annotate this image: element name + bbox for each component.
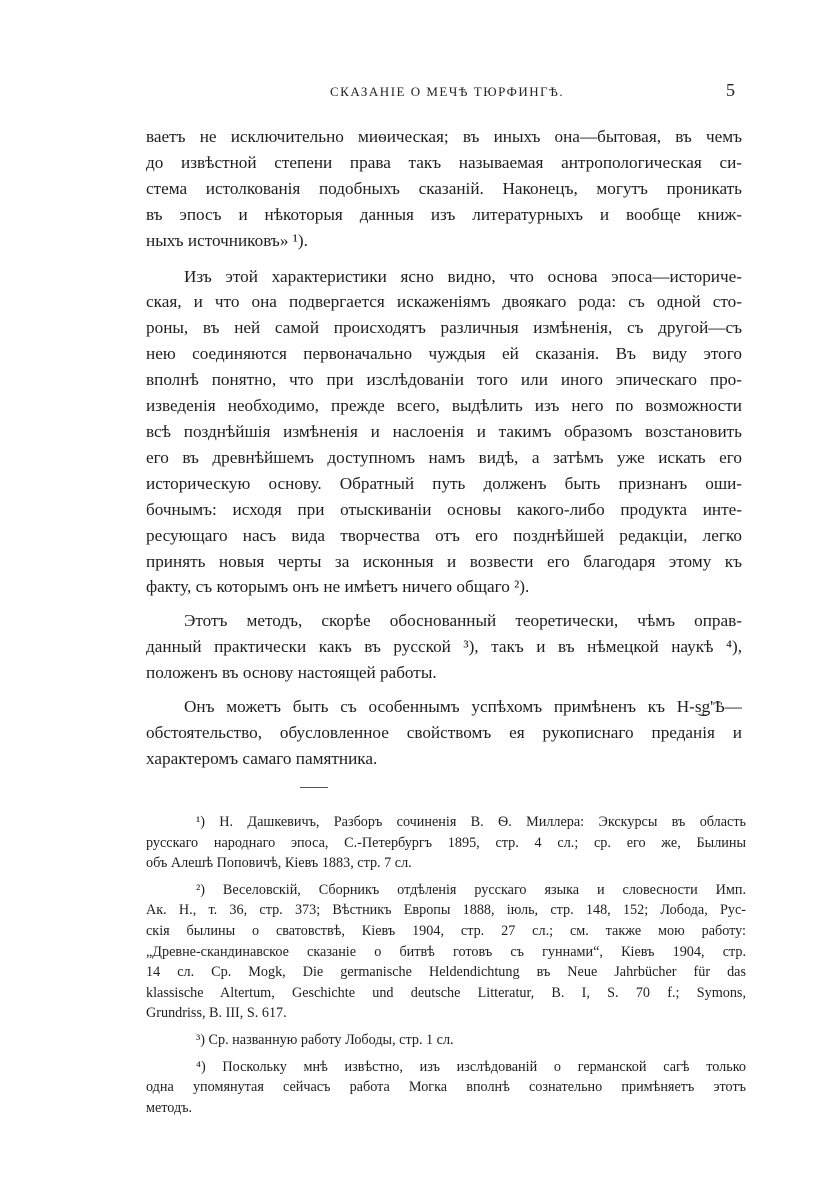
paragraph [146,264,742,601]
text-line: до извѣстной степени права такъ называемая антропологическая си- [146,152,742,172]
text-line: всѣ позднѣйшiя измѣненiя и наслоенiя и такимъ образомъ возстановить [146,421,742,441]
footnote-line: Ак. Н., т. 36, стр. 373; Вѣстникъ Европы 1888, iюль, стр. 148, 152; Лобода, Рус- [146,902,746,919]
body-text [146,124,742,780]
footnote-3 [146,1030,746,1051]
footnote-1 [146,812,746,874]
footnote-line: объ Алешѣ Поповичѣ, Кiевъ 1883, стр. 7 сл. [146,855,412,872]
text-line: его въ древнѣйшемъ доступномъ намъ видѣ, а затѣмъ уже искать его [146,447,742,467]
text-line: данный практически какъ въ русской ³), такъ и въ нѣмецкой наукѣ ⁴), [146,637,742,657]
footnote-line: русскаго народнаго эпоса, С.-Петербургъ 1895, стр. 4 сл.; ср. его же, Былины [146,834,746,851]
text-line: Этотъ методъ, скорѣе обоснованный теоретически, чѣмъ оправ- [184,611,742,631]
text-line: Изъ этой характеристики ясно видно, что основа эпоса—историче- [184,266,742,286]
text-line: ваетъ не исключительно миѳическая; въ иныхъ она—бытовая, въ чемъ [146,127,742,146]
text-line: факту, съ которымъ онъ не имѣетъ ничего общаго ²). [146,577,530,597]
text-line: ская, и что она подвергается искаженiямъ двоякаго рода: съ одной сто- [146,292,742,312]
footnote-4 [146,1057,746,1119]
text-line: нею соединяются первоначально чуждыя ей сказанiя. Въ виду этого [146,344,742,364]
paragraph [146,608,742,686]
text-line: характеромъ самаго памятника. [146,748,378,768]
text-line: принять новыя черты за исконныя и возвести его благодаря этому къ [146,551,742,571]
footnote-line: ²) Веселовскiй, Сборникъ отдѣленiя русскаго языка и словесности Имп. [196,881,746,898]
text-line: ресующаго насъ вида творчества отъ его позднѣйшей редакцiи, легко [146,525,742,545]
paragraph [146,124,742,254]
footnote-2 [146,880,746,1024]
footnote-line: klassische Altertum, Geschichte und deutsche Litteratur, B. I, S. 70 f.; Symons, [146,984,746,1001]
text-line: роны, въ ней самой происходятъ различныя измѣненiя, съ другой—съ [146,318,742,338]
text-line: стема истолкованiя подобныхъ сказанiй. Наконецъ, могутъ проникать [146,178,742,198]
text-line: историческую основу. Обратный путь долженъ быть признанъ оши- [146,473,742,493]
text-line: бочнымъ: исходя при отыскиванiи основы какого-либо продукта инте- [146,499,742,519]
footnote-line: скiя былины о сватовствѣ, Кiевъ 1904, стр. 27 сл.; см. также мою работу: [146,922,746,939]
text-line: Онъ можетъ быть съ особеннымъ успѣхомъ примѣненъ къ H-s͜g'Ѣ— [184,697,742,717]
page-number: 5 [726,80,735,100]
running-title: СКАЗАНIЕ О МЕЧѢ ТЮРФИНГѢ. [330,84,565,99]
text-line: обстоятельство, обусловленное свойствомъ ея рукописнаго преданiя и [146,722,742,742]
footnote-line: Grundriss, B. III, S. 617. [146,1005,287,1022]
footnote-line: ¹) Н. Дашкевичъ, Разборъ сочиненiя В. Ѳ. Миллера: Экскурсы въ область [196,814,746,830]
footnote-separator [300,787,328,788]
text-line: положенъ въ основу настоящей работы. [146,663,437,683]
footnote-line: ⁴) Поскольку мнѣ извѣстно, изъ изслѣдованiй о германской сагѣ только [196,1058,746,1075]
text-line: изведенiя необходимо, прежде всего, выдѣлить изъ него по возможности [146,396,742,416]
footnote-line: методъ. [146,1099,193,1116]
footnote-line: „Древне-скандинавское сказанiе о битвѣ готовъ съ гуннами“, Кiевъ 1904, стр. [146,943,746,960]
text-line: въ эпосъ и нѣкоторыя данныя изъ литературныхъ и вообще книж- [146,204,742,224]
footnote-line: одна упомянутая сейчасъ работа Могка вполнѣ сознательно примѣняетъ этотъ [146,1079,746,1096]
footnote-line: ³) Ср. названную работу Лободы, стр. 1 сл. [196,1031,454,1048]
footnotes [146,812,746,1124]
paragraph [146,694,742,772]
footnote-line: 14 сл. Ср. Mogk, Die germanische Heldendichtung въ Neue Jahrbücher für das [146,964,746,981]
text-line: вполнѣ понятно, что при изслѣдованiи того или иного эпическаго про- [146,370,742,390]
text-line: ныхъ источниковъ» ¹). [146,230,308,250]
